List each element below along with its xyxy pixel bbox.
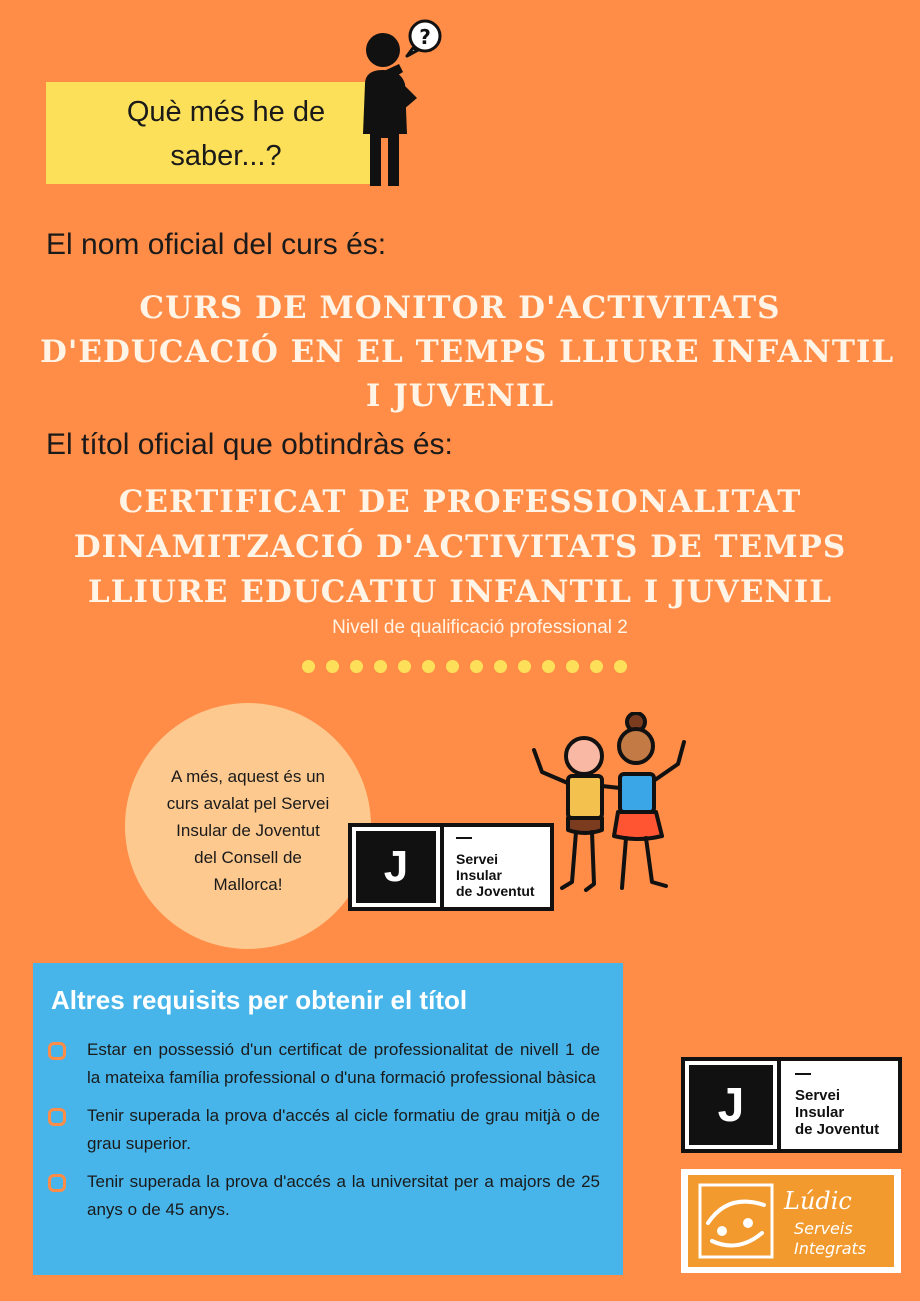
logo-label: Servei Insular de Joventut: [781, 1061, 879, 1149]
course-lead: El nom oficial del curs és:: [46, 228, 387, 261]
friends-illustration: [528, 712, 692, 902]
certificate-name-line: CERTIFICAT DE PROFESSIONALITAT: [118, 484, 802, 520]
logo-letter: J: [717, 1078, 745, 1132]
question-box: [46, 82, 376, 184]
ludic-subtitle: Serveis Integrats: [794, 1219, 867, 1258]
thinking-person-icon: [355, 14, 445, 189]
servei-insular-joventut-logo-footer: [681, 1057, 902, 1153]
requirements-list: [45, 1036, 600, 1234]
requirements-panel: [33, 963, 623, 1275]
checkbox-icon: [48, 1108, 66, 1126]
title-lead: El títol oficial que obtindràs és:: [46, 428, 453, 461]
checkbox-icon: [48, 1174, 66, 1192]
endorsement-text: A més, aquest és un curs avalat pel Servei Insular de Joventut del Consell de Mallorca!: [166, 767, 330, 894]
requirement-item: Tenir superada la prova d'accés al cicle formatiu de grau mitjà o de grau superior.: [45, 1102, 600, 1158]
logo-label: Servei Insular de Joventut: [444, 827, 535, 907]
svg-text:?: ?: [419, 25, 431, 49]
dot-divider: [302, 660, 627, 673]
course-name-line: CURS DE MONITOR D'ACTIVITATS: [139, 290, 781, 326]
certificate-name: [40, 480, 880, 615]
course-name-line: D'EDUCACIÓ EN EL TEMPS LLIURE INFANTIL: [40, 334, 895, 370]
ludic-serveis-integrats-logo: [681, 1169, 901, 1273]
course-name-line: I JUVENIL: [365, 378, 555, 414]
endorsement-circle: [125, 703, 371, 949]
requirement-item: Estar en possessió d'un certificat de professionalitat de nivell 1 de la mateixa família professional o d'una formació professional bàsica: [45, 1036, 600, 1092]
course-name: [40, 286, 895, 418]
checkbox-icon: [48, 1042, 66, 1060]
qualification-level: Nivell de qualificació professional 2: [332, 617, 628, 638]
question-text: Què més he de saber...?: [126, 96, 326, 172]
ludic-emblem-icon: [698, 1183, 774, 1259]
servei-insular-joventut-logo: [348, 823, 554, 911]
ludic-name: Lúdic: [784, 1187, 852, 1215]
requirement-item: Tenir superada la prova d'accés a la universitat per a majors de 25 anys o de 45 anys.: [45, 1168, 600, 1224]
logo-letter: J: [383, 842, 409, 891]
requirements-heading: Altres requisits per obtenir el títol: [51, 985, 468, 1015]
certificate-name-line: DINAMITZACIÓ D'ACTIVITATS DE TEMPS: [73, 529, 847, 565]
certificate-name-line: LLIURE EDUCATIU INFANTIL I JUVENIL: [87, 574, 833, 610]
